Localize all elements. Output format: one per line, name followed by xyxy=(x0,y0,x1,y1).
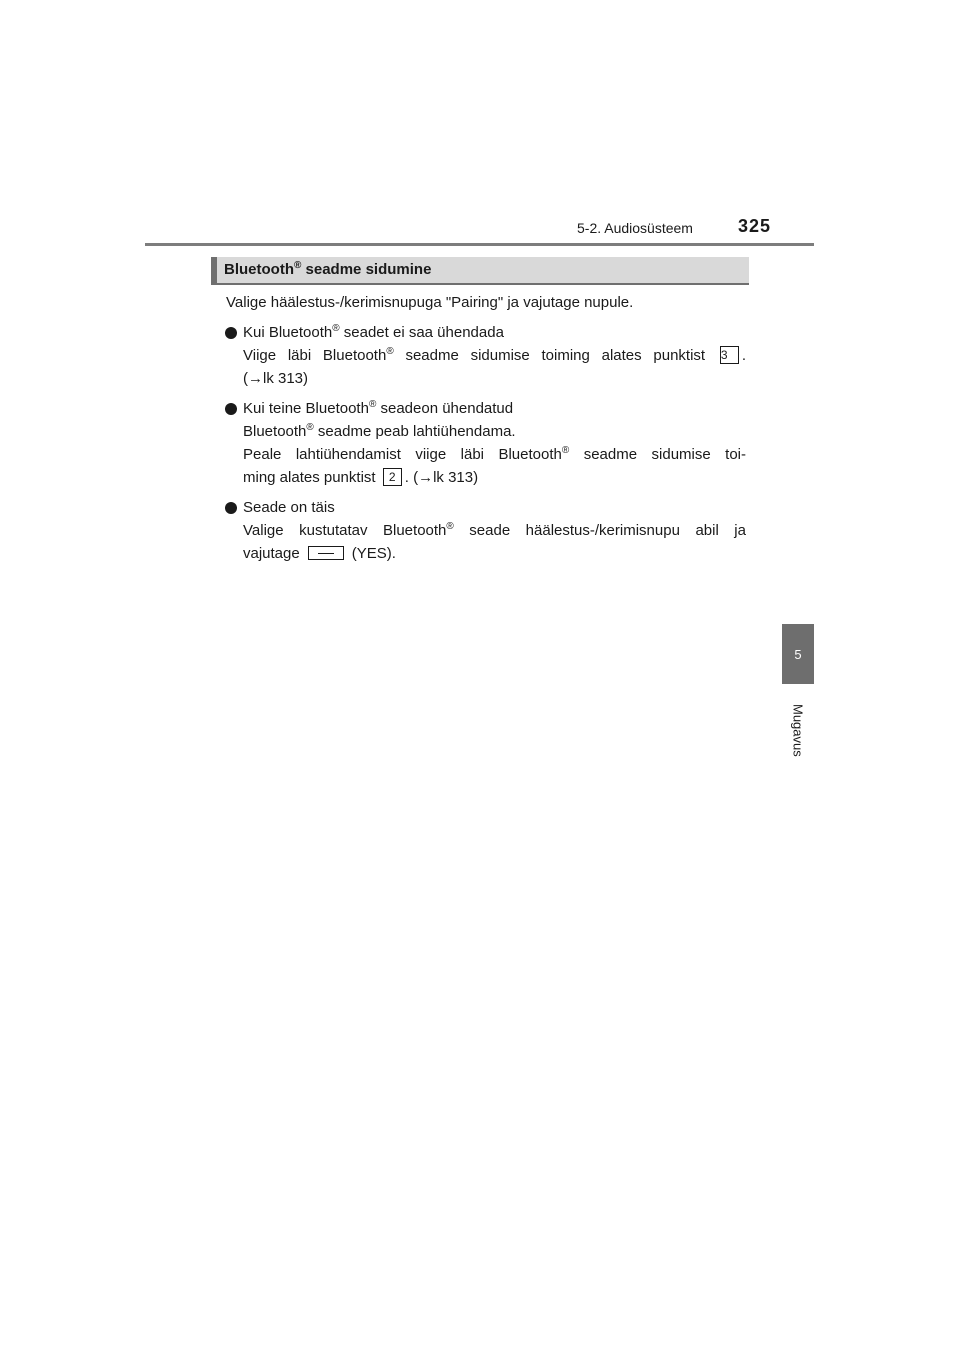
registered-mark: ® xyxy=(446,521,454,532)
bullet-text: vajutage xyxy=(243,545,300,562)
section-heading-brand: Bluetooth xyxy=(224,261,294,278)
bullet-title-text: Kui teine Bluetooth xyxy=(243,400,369,417)
bullet-text: seade häälestus-/kerimisnupu abil ja xyxy=(453,522,746,539)
section-heading-bar xyxy=(211,257,749,285)
bullet-text: . xyxy=(741,347,746,364)
bullet-item-2 xyxy=(226,397,746,489)
bullet-text: Peale lahtiühendamist viige läbi Bluetooth xyxy=(243,446,562,463)
step-number-box: 2 xyxy=(383,468,402,486)
bullet-text-line xyxy=(243,466,746,489)
bullet-title-text: seadeon ühendatud xyxy=(376,400,514,417)
bullet-title-text: Kui Bluetooth xyxy=(243,324,333,341)
content xyxy=(226,291,746,572)
bullet-text: seadme sidumise toi- xyxy=(569,446,746,463)
page-reference[interactable]: (→lk 313) xyxy=(243,370,309,387)
header-rule xyxy=(145,243,814,246)
chapter-title: Mugavus xyxy=(790,703,806,757)
registered-mark: ® xyxy=(386,346,394,357)
bullet-text-line xyxy=(243,519,746,542)
bullet-item-1 xyxy=(226,321,746,390)
bullet-title-text: seadet ei saa ühendada xyxy=(339,324,504,341)
registered-mark: ® xyxy=(561,445,570,456)
bullet-title xyxy=(243,321,746,344)
registered-mark: ® xyxy=(368,399,377,410)
bullet-dot-icon xyxy=(225,502,237,514)
section-heading xyxy=(224,261,431,278)
registered-mark: ® xyxy=(332,323,340,334)
bullet-item-3 xyxy=(226,496,746,565)
minus-button-icon xyxy=(308,546,344,560)
bullet-text-line xyxy=(243,542,746,565)
page-header-section: 5-2. Audiosüsteem xyxy=(577,220,693,236)
bullet-text: Bluetooth xyxy=(243,423,307,440)
registered-mark: ® xyxy=(293,260,302,271)
section-heading-rest: seadme sidumine xyxy=(301,261,432,278)
bullet-dot-icon xyxy=(225,327,237,339)
bullet-text-line xyxy=(243,344,746,367)
section-heading-accent xyxy=(211,257,217,283)
step-number-box: 3 xyxy=(720,346,739,364)
bullet-title xyxy=(243,397,746,420)
intro-paragraph: Valige häälestus-/kerimisnupuga "Pairing" ja vajutage nupule. xyxy=(226,294,634,311)
chapter-tab xyxy=(782,624,814,684)
bullet-text: Valige kustutatav Bluetooth xyxy=(243,522,447,539)
bullet-text: (YES). xyxy=(351,545,396,562)
bullet-text: seadme sidumise toiming alates punktist xyxy=(393,347,706,364)
registered-mark: ® xyxy=(306,422,314,433)
page-number: 325 xyxy=(738,216,772,236)
bullet-text-line xyxy=(243,420,746,443)
bullet-title: Seade on täis xyxy=(243,499,335,516)
bullet-dot-icon xyxy=(225,403,237,415)
bullet-text: seadme peab lahtiühendama. xyxy=(313,423,516,440)
chapter-number: 5 xyxy=(794,646,802,662)
bullet-text: ming alates punktist xyxy=(243,469,376,486)
bullet-text: Viige läbi Bluetooth xyxy=(243,347,387,364)
page-reference[interactable]: . (→lk 313) xyxy=(404,469,479,486)
chapter-label xyxy=(782,690,814,770)
bullet-text-line xyxy=(243,443,746,466)
